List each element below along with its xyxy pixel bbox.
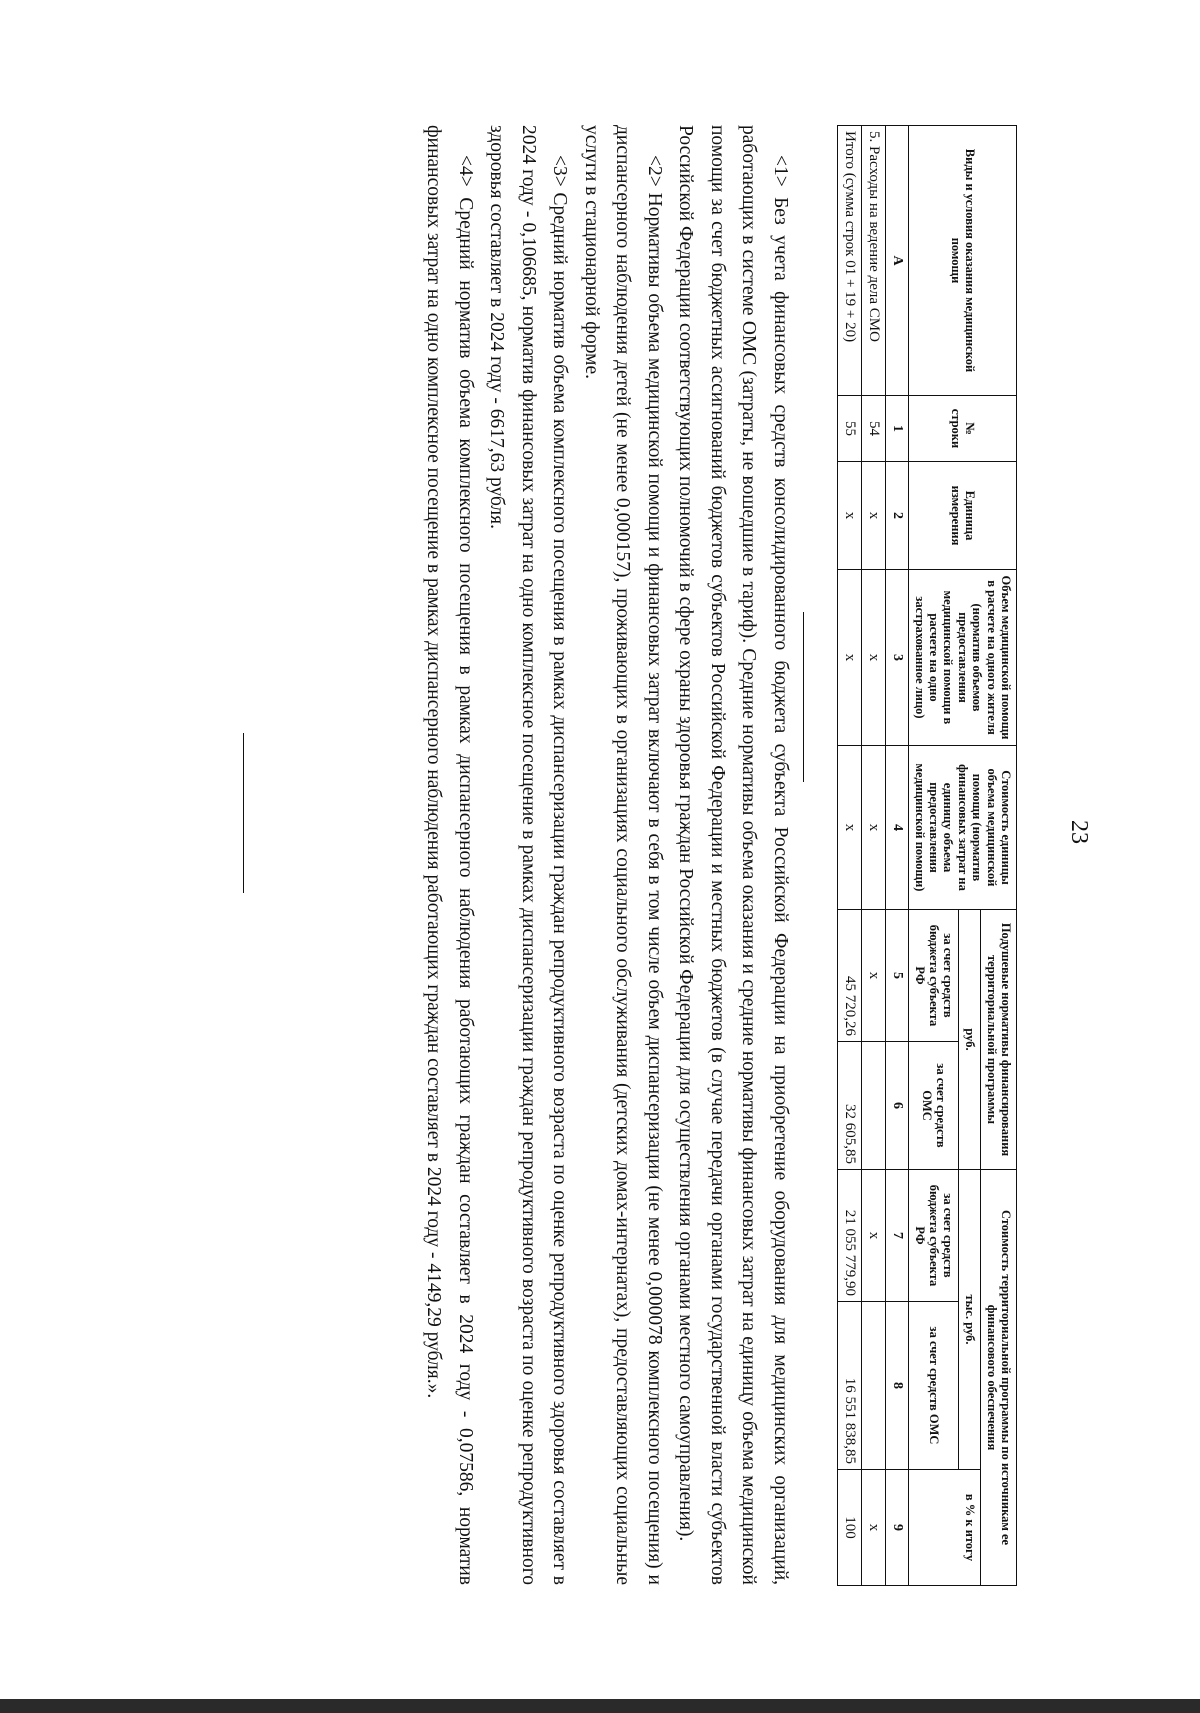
- row-per-capita-oms: 32 605,85: [838, 1042, 862, 1170]
- row-number: 54: [862, 396, 886, 462]
- row-per-capita-oms: [862, 1042, 886, 1170]
- table-row: [862, 126, 886, 1586]
- row-percent: 100: [838, 1470, 862, 1586]
- footnote-2: <2> Нормативы объема медицинской помощи и финансовых затрат включают в себя в том числе объем диспансеризации (не менее 0,000078 комплексного посещения) и диспансерного наблюдения детей (не менее 0,000157), проживающих в организациях социального обслуживания (детских домах-интернатах), предоставляющих социальные услуги в стационарной форме.: [581, 125, 665, 1585]
- header-row-number: № строки: [909, 396, 1017, 462]
- column-number: 6: [886, 1042, 909, 1170]
- header-unit: Единица измерения: [909, 462, 1017, 570]
- header-percent-total: в % к итогу: [909, 1470, 981, 1586]
- footnote-1: <1> Без учета финансовых средств консолидированного бюджета субъекта Российской Федерации на приобретение оборудования для медицинских организаций, работающих в системе ОМС (затраты, не вошедшие в тариф). Средние нормативы объема оказания и средние нормативы финансовых затрат на единицу объема медицинской помощи за счет бюджетных ассигнований бюджетов субъектов Российской Федерации и местных бюджетов (в случае передачи органами государственной власти субъектов Российской Федерации соответствующих полномочий в сфере охраны здоровья граждан Российской Федерации для осуществления органами местного самоуправления).: [675, 125, 791, 1585]
- row-total-budget: х: [862, 1170, 886, 1302]
- header-cost-per-unit: Стоимость единицы объема медицинской помощи (норматив финансовых затрат на единицу объема предоставления медицинской помощи): [909, 746, 1017, 910]
- column-number: 3: [886, 570, 909, 746]
- closing-rule: [243, 733, 244, 893]
- column-number: А: [886, 126, 909, 396]
- footnotes: [418, 125, 796, 1585]
- row-label: Итого (сумма строк 01 + 19 + 20): [838, 126, 862, 396]
- header-unit-rub: руб.: [959, 910, 981, 1170]
- row-label: 5. Расходы на ведение дела СМО: [862, 126, 886, 396]
- row-volume: х: [862, 570, 886, 746]
- row-unit: х: [862, 462, 886, 570]
- footnote-separator-rule: [803, 612, 804, 782]
- row-total-oms: [862, 1302, 886, 1470]
- row-per-capita-budget: 45 720,26: [838, 910, 862, 1042]
- column-number: 7: [886, 1170, 909, 1302]
- row-per-capita-budget: х: [862, 910, 886, 1042]
- budget-table: [837, 125, 1017, 1586]
- row-total-budget: 21 055 779,90: [838, 1170, 862, 1302]
- row-volume: х: [838, 570, 862, 746]
- row-cost-unit: х: [862, 746, 886, 910]
- row-unit: х: [838, 462, 862, 570]
- header-care-type: Виды и условия оказания медицинской помощи: [909, 126, 1017, 396]
- column-number: 9: [886, 1470, 909, 1586]
- table-header-row-1: [981, 126, 1017, 1586]
- column-number-row: [886, 126, 909, 1586]
- header-per-capita: Подушевые нормативы финансирования территориальной программы: [981, 910, 1017, 1170]
- footnote-4: <4> Средний норматив объема комплексного посещения в рамках диспансерного наблюдения работающих граждан составляет в 2024 году - 0,07586, норматив финансовых затрат на одно комплексное посещение в рамках диспансерного наблюдения работающих граждан составляет в 2024 году - 4149,29 рубля.».: [423, 125, 476, 1585]
- header-per-capita-budget: за счет средств бюджета субъекта РФ: [909, 910, 959, 1042]
- table-row: [838, 126, 862, 1586]
- row-cost-unit: х: [838, 746, 862, 910]
- header-total-cost: Стоимость территориальной программы по источникам ее финансового обеспечения: [981, 1170, 1017, 1586]
- row-number: 55: [838, 396, 862, 462]
- header-volume: Объем медицинской помощи в расчете на одного жителя (норматив объемов предоставления медицинской помощи в расчете на одно застрахованное лицо): [909, 570, 1017, 746]
- column-number: 2: [886, 462, 909, 570]
- header-total-budget: за счет средств бюджета субъекта РФ: [909, 1170, 959, 1302]
- header-per-capita-oms: за счет средств ОМС: [909, 1042, 959, 1170]
- column-number: 8: [886, 1302, 909, 1470]
- header-total-oms: за счет средств ОМС: [909, 1302, 959, 1470]
- row-total-oms: 16 551 838,85: [838, 1302, 862, 1470]
- footnote-3: <3> Средний норматив объема комплексного посещения в рамках диспансеризации граждан репродуктивного возраста по оценке репродуктивного здоровья составляет в 2024 году - 0,106685, норматив финансовых затрат на одно комплексное посещение в рамках диспансеризации граждан репродуктивного возраста по оценке репродуктивного здоровья составляет в 2024 году - 6617,63 рубля.: [486, 125, 571, 1585]
- row-percent: х: [862, 1470, 886, 1586]
- column-number: 1: [886, 396, 909, 462]
- column-number: 4: [886, 746, 909, 910]
- header-unit-thousand-rub: тыс. руб.: [959, 1170, 981, 1470]
- column-number: 5: [886, 910, 909, 1042]
- page-number: 23: [1066, 820, 1092, 844]
